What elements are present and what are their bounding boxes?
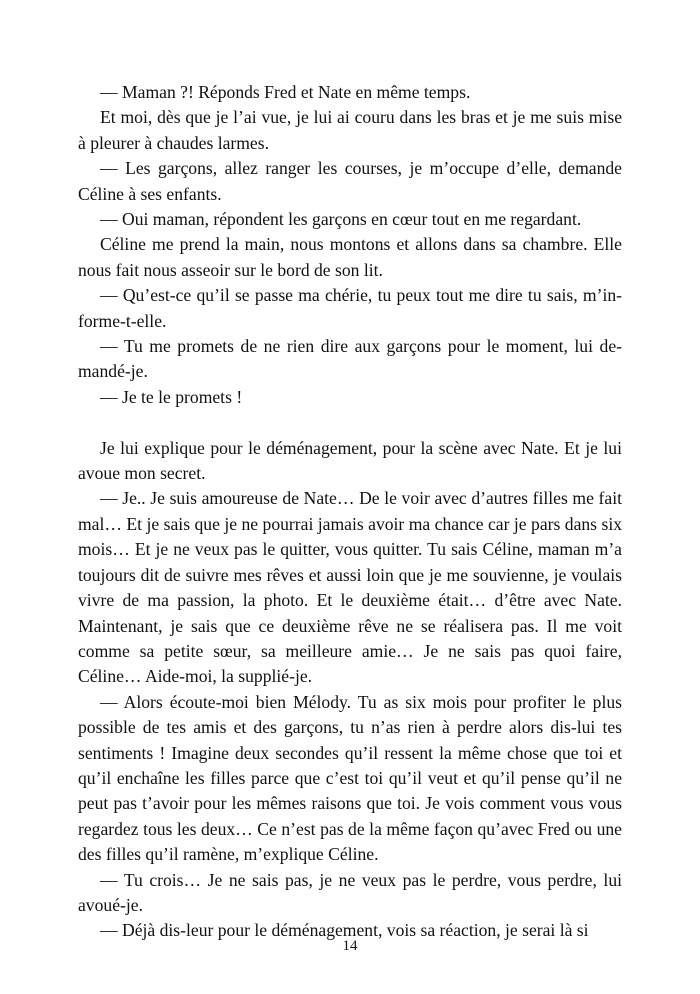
paragraph: — Tu me promets de ne rien dire aux garçons pour le moment, lui demandé-je. xyxy=(78,336,622,382)
paragraph: — Oui maman, répondent les garçons en cœur tout en me regardant. xyxy=(100,209,582,230)
paragraph: — Je.. Je suis amoureuse de Nate… De le voir avec d’autres filles me fait mal… Et je sais que je ne pourrai jamais avoir ma chance car je pars dans six mois… Et je ne veux pas le quitter, vous quitter. Tu sais Céline, maman m’a toujours dit de suivre mes rêves et aussi loin que je me souvienne, je voulais vivre de ma passion, la photo. Et le deuxième était… d’être avec Nate. Maintenant, je sais que ce deuxième rêve ne se réalisera pas. Il me voit comme sa petite sœur, sa meilleure amie… Je ne sais pas quoi faire, Céline… Aide-moi, la supplié-je. xyxy=(78,488,622,687)
page-number: 14 xyxy=(342,938,358,954)
paragraph: — Qu’est-ce qu’il se passe ma chérie, tu peux tout me dire tu sais, m’informe-t-elle. xyxy=(78,285,622,331)
paragraph: — Déjà dis-leur pour le déménagement, vois sa réaction, je serai là si xyxy=(100,920,589,941)
paragraph: — Les garçons, allez ranger les courses, je m’occupe d’elle, demande Céline à ses enfants. xyxy=(78,158,622,204)
paragraph: Je lui explique pour le déménagement, pour la scène avec Nate. Et je lui avoue mon secret. xyxy=(78,437,622,484)
paragraph: — Tu crois… Je ne sais pas, je ne veux pas le perdre, vous perdre, lui avoué-je. xyxy=(78,869,622,915)
page-body-text xyxy=(78,80,622,944)
paragraph: Céline me prend la main, nous montons et allons dans sa chambre. Elle nous fait nous asseoir sur le bord de son lit. xyxy=(78,234,622,280)
paragraph: Et moi, dès que je l’ai vue, je lui ai couru dans les bras et je me suis mise à pleurer à chaudes larmes. xyxy=(78,107,622,153)
paragraph: — Maman ?! Réponds Fred et Nate en même temps. xyxy=(100,82,471,102)
section-break xyxy=(78,410,622,435)
paragraph: — Je te le promets ! xyxy=(100,386,243,407)
paragraph: — Alors écoute-moi bien Mélody. Tu as six mois pour profiter le plus possible de tes amis et des garçons, tu n’as rien à perdre alors dis-lui tes sentiments ! Imagine deux secondes qu’il ressent la même chose que toi et qu’il enchaîne les filles parce que c’est toi qu’il veut et qu’il pense qu’il ne peut pas t’avoir pour les mêmes raisons que toi. Je vois comment vous vous regardez tous les deux… Ce n’est pas de la même façon qu’avec Fred ou une des filles qu’il ramène, m’explique Céline. xyxy=(78,691,622,865)
